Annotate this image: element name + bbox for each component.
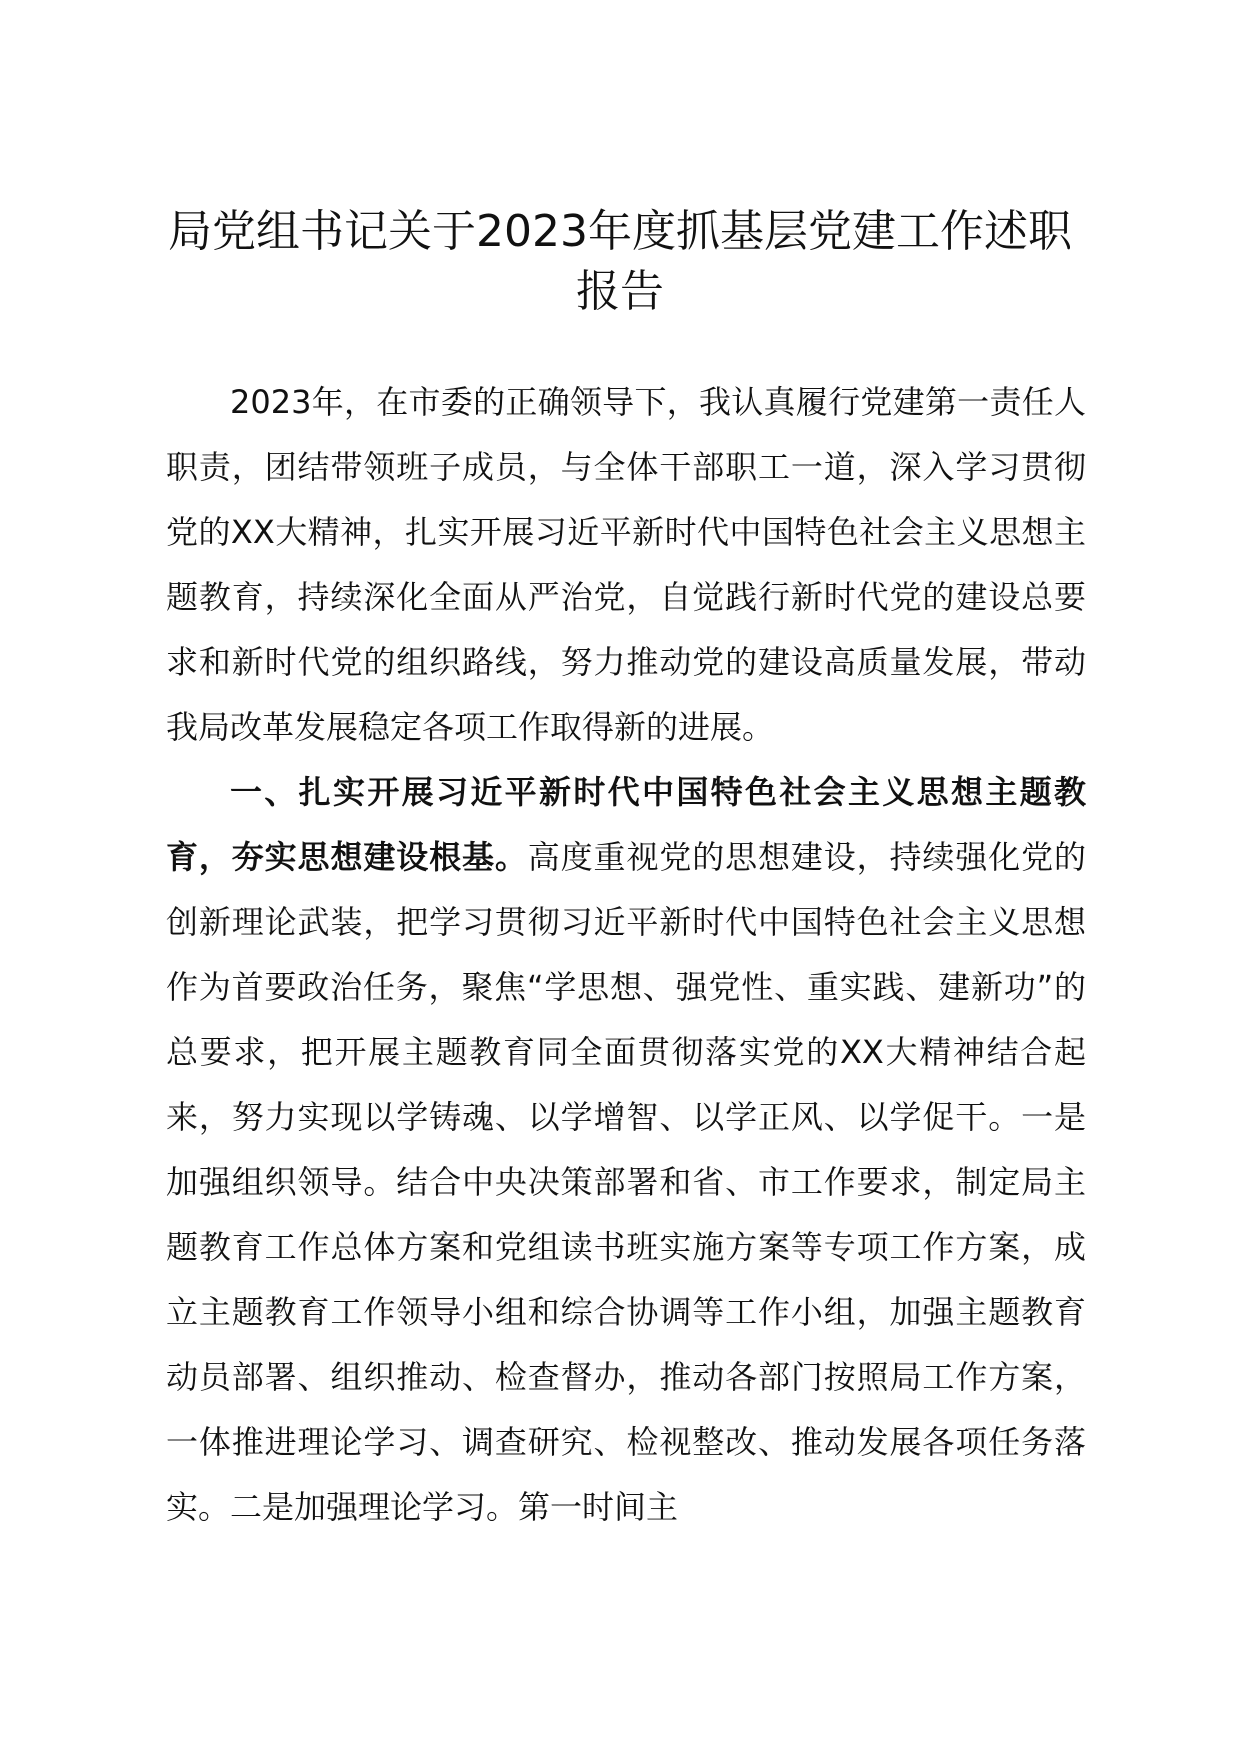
document-title: 局党组书记关于2023年度抓基层党建工作述职报告: [168, 206, 1072, 317]
section-one-text: 高度重视党的思想建设，持续强化党的创新理论武装，把学习贯彻习近平新时代中国特色社会主义思想作为首要政治任务，聚焦“学思想、强党性、重实践、建新功”的总要求，把开展主题教育同全面贯彻落实党的XX大精神结合起来，努力实现以学铸魂、以学增智、以学正风、以学促干。一是加强组织领导。结合中央决策部署和省、市工作要求，制定局主题教育工作总体方案和党组读书班实施方案等专项工作方案，成立主题教育工作领导小组和综合协调等工作小组，加强主题教育动员部署、组织推动、检查督办，推动各部门按照局工作方案，一体推进理论学习、调查研究、检视整改、推动发展各项任务落实。二是加强理论学习。第一时间主: [166, 838, 1086, 1526]
section-one-heading: 一、扎实开展习近平新时代中国特色社会主义思想主题教育，夯实思想建设根基。: [166, 773, 1086, 876]
section-one-paragraph: [166, 760, 1086, 1540]
document-body: [166, 370, 1086, 1540]
intro-paragraph: 2023年，在市委的正确领导下，我认真履行党建第一责任人职责，团结带领班子成员，与全体干部职工一道，深入学习贯彻党的XX大精神，扎实开展习近平新时代中国特色社会主义思想主题教育，持续深化全面从严治党，自觉践行新时代党的建设总要求和新时代党的组织路线，努力推动党的建设高质量发展，带动我局改革发展稳定各项工作取得新的进展。: [166, 383, 1086, 746]
